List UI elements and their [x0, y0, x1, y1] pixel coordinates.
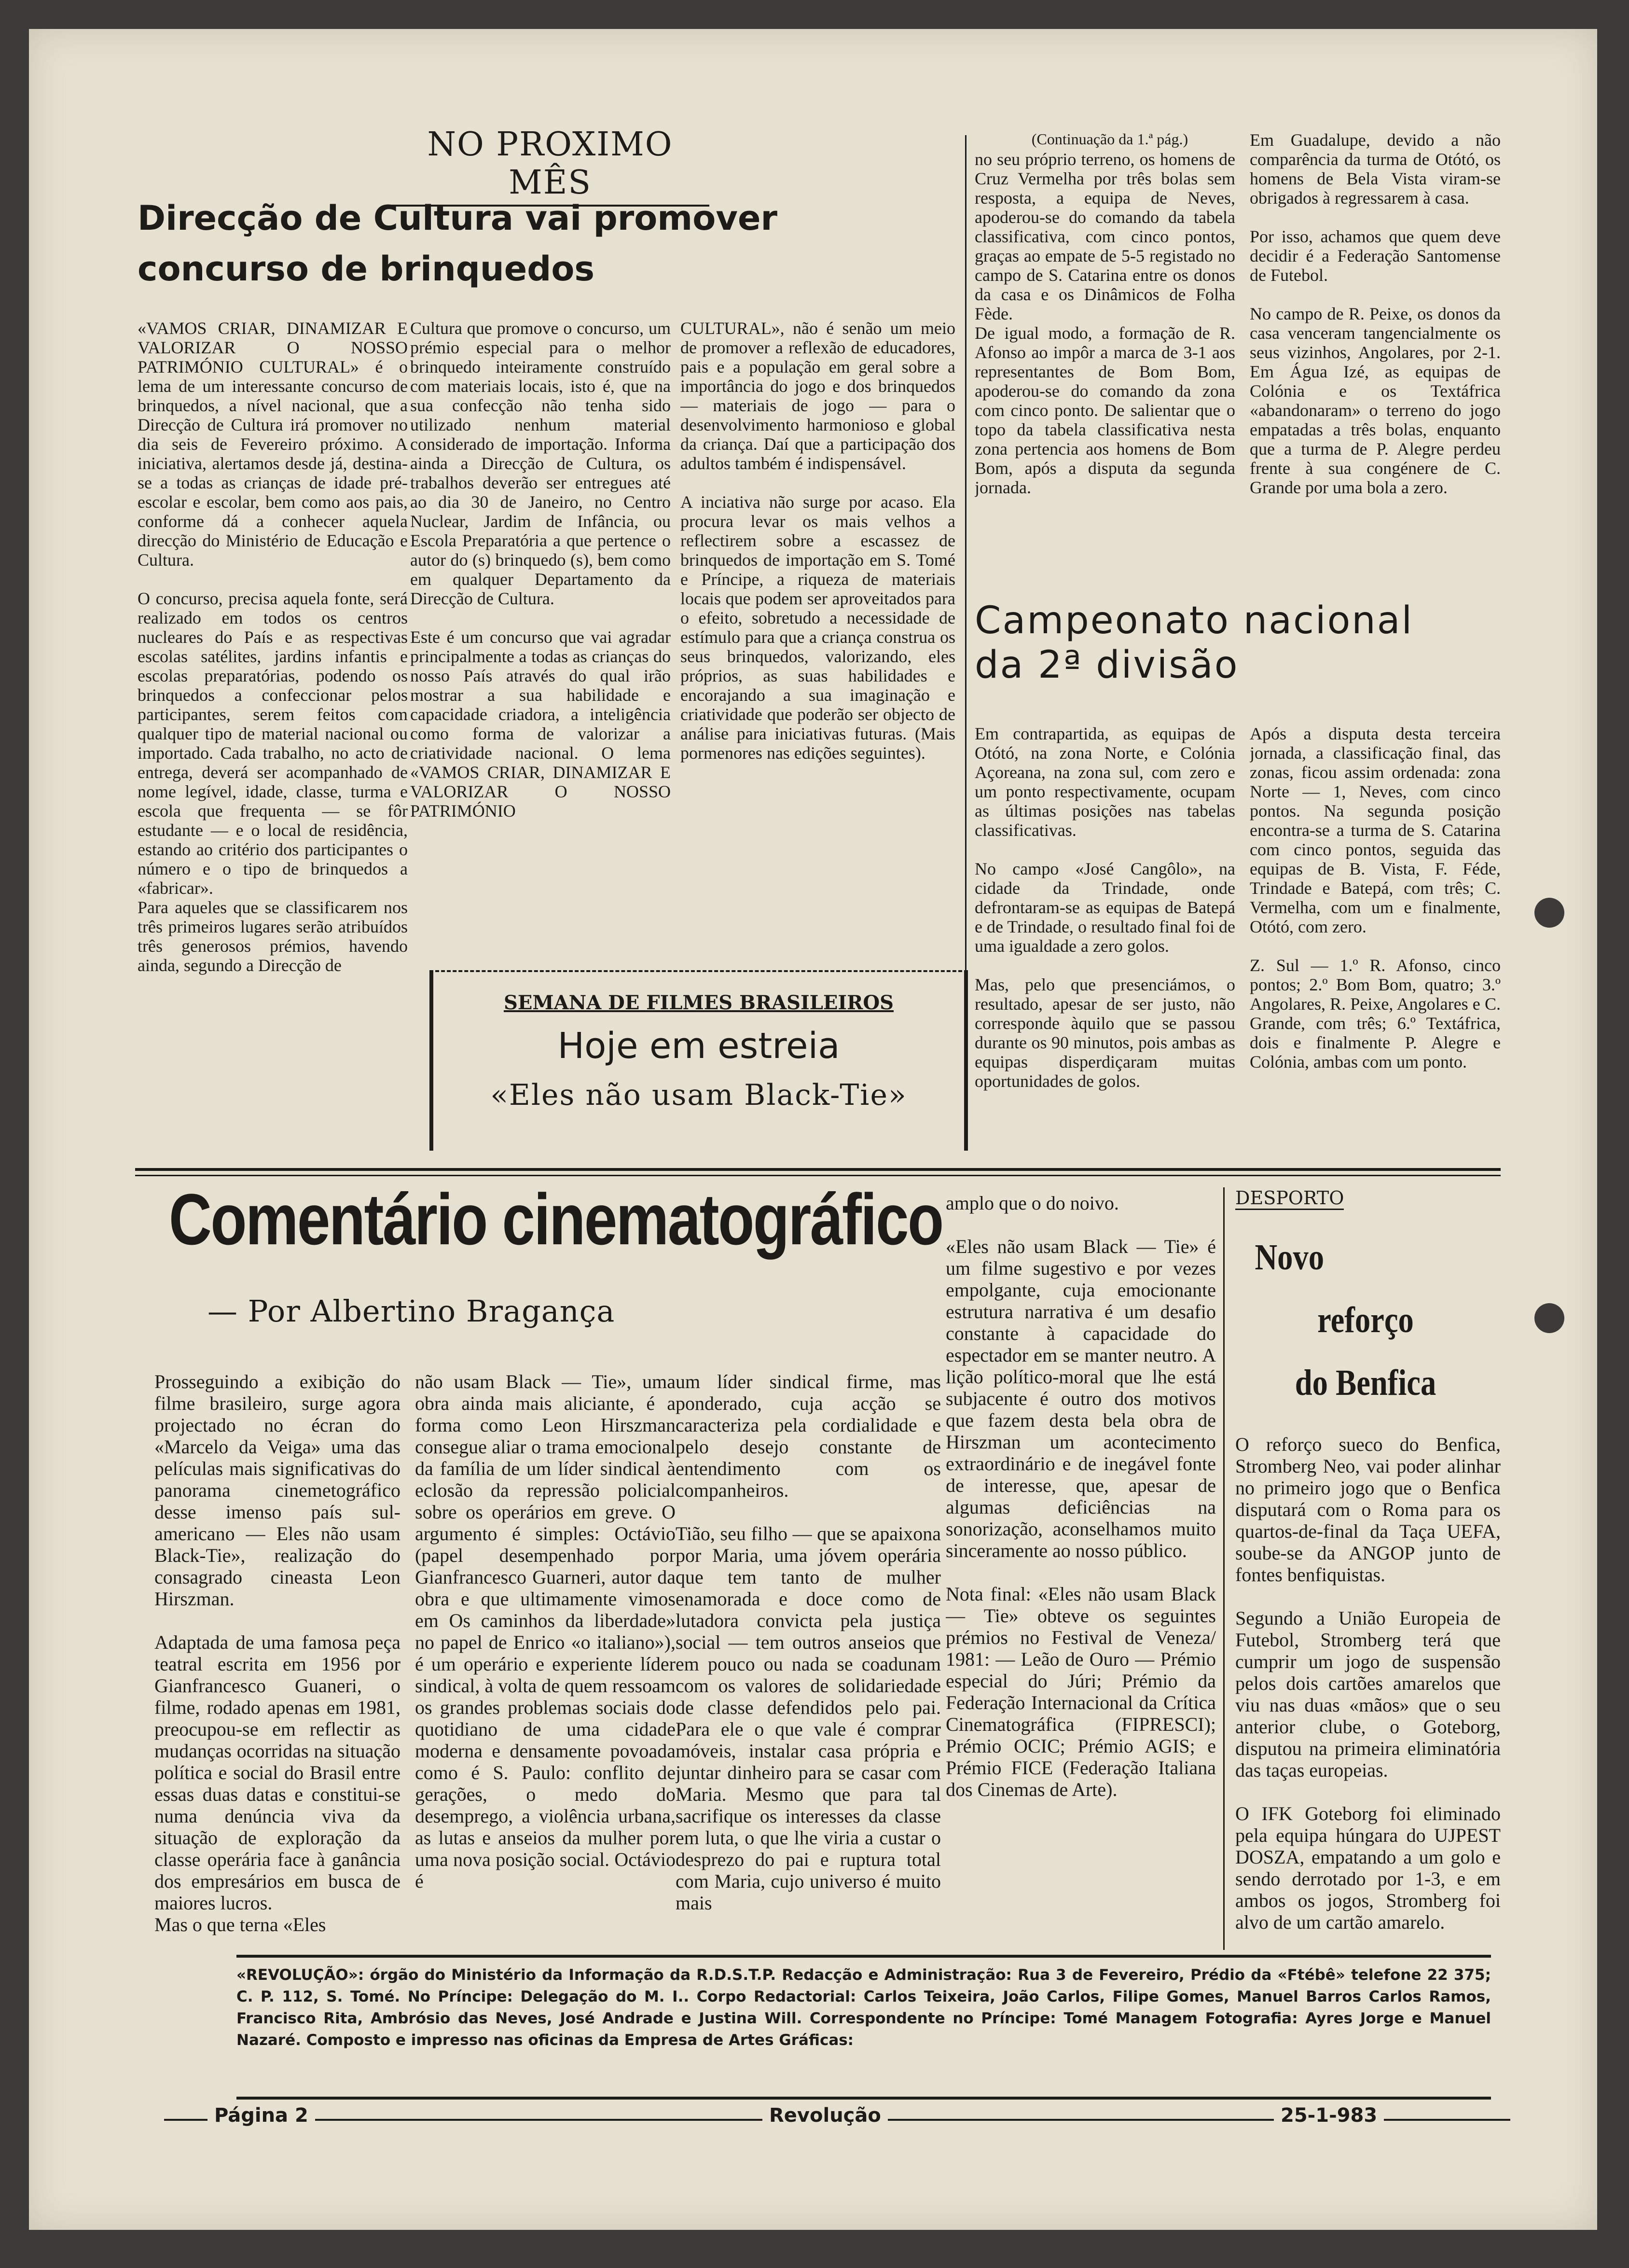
- article-column: não usam Black — Tie», uma obra ainda mais aliciante, é a forma como Leon Hirszman consegue aliar o trama emocional da família de um líder sindical à eclosão da repressão policial sobre os operários em greve. O argumento é simples: Octávio (papel desempenhado por Gianfrancesco Guarneri, autor da obra e que ultimamente vimos em Os caminhos da liberdade» no papel de Enrico «o italiano»), é um operário e experiente líder sindical, à volta de quem ressoam os grandes problemas sociais do quotidiano de uma cidade moderna e densamente povoada como é S. Paulo: conflito de gerações, o medo do desemprego, a violência urbana, as lutas e anseios da mulher por uma nova posição social. Octávio é: [415, 1371, 676, 1892]
- headline-line: Campeonato nacional: [975, 599, 1414, 642]
- cinema-byline: — Por Albertino Bragança: [207, 1294, 615, 1329]
- column-divider: [1223, 1187, 1225, 1950]
- article-column: CULTURAL», não é senão um meio de promover a reflexão de educadores, pais e a população em geral sobre a importância do jogo e dos brinquedos — materiais de jogo — para o desenvolvimento harmonioso e global da criança. Daí que a participação dos adultos também é indispensável. A inciativa não surge por acaso. Ela procura levar os mais velhos a reflectirem sobre a escassez de brinquedos de importação em S. Tomé e Príncipe, a riqueza de materiais locais que podem ser aproveitados para o efeito, sobretudo a necessidade de estímulo para que a criança construa os seus brinquedos, valorizando, eles próprios, as suas habilidades e encorajando a sua imaginação e criatividade que poderão ser objecto de análise para iniciativas futuras. (Mais pormenores nas edições seguintes).: [680, 319, 955, 763]
- article-column: Em Guadalupe, devido a não comparência da turma de Otótó, os homens de Bela Vista viram-se obrigados à regressarem à casa. Por isso, achamos que quem deve decidir é a Federação Santomense de Futebol. No campo de R. Peixe, os donos da casa venceram tangencialmente os seus vizinhos, Angolares, por 2-1. Em Água Izé, as equipas de Colónia e os Textáfrica «abandonaram» o terreno do jogo empatadas a três bolas, enquanto que a turma de P. Alegre perdeu frente à sua congénere de C. Grande por uma bola a zero.: [1250, 130, 1501, 497]
- paper-name: Revolução: [762, 2104, 888, 2127]
- article-column: O reforço sueco do Benfica, Stromberg Neo, vai poder alinhar no primeiro jogo que o Benfica disputará com o Roma para os quartos-de-final da Taça UEFA, soube-se da ANGOP junto de fontes benfiquistas. Segundo a União Europeia de Futebol, Stromberg terá que cumprir um jogo de suspensão pelos dois cartões amarelos que viu nas duas «mãos» que o seu anterior clube, o Goteborg, disputou na primeira eliminatória das taças europeias. O IFK Goteborg foi eliminado pela equipa húngara do UJPEST DOSZA, empatando a um golo e sendo derrotado por 1-3, e em ambos os jogos, Stromberg foi alvo de um cartão amarelo.: [1235, 1433, 1501, 1933]
- continuation-note: (Continuação da 1.ª pág.): [1031, 130, 1188, 148]
- film-box-film: «Eles não usam Black-Tie»: [490, 1078, 907, 1112]
- article-headline: [138, 193, 958, 294]
- headline-line: Direcção de Cultura vai promover: [138, 198, 777, 238]
- page-footer: [164, 2104, 1510, 2133]
- section-label: [1235, 1187, 1344, 1210]
- article-column: Prosseguindo a exibição do filme brasileiro, surge agora projectado no écran do «Marcelo da Veiga» uma das películas mais significativas do panorama cinemetográfico desse imenso país sul-americano — Eles não usam Black-Tie», realização do consagrado cineasta Leon Hirszman. Adaptada de uma famosa peça teatral escrita em 1956 por Gianfrancesco Guaneri, o filme, rodado apenas em 1981, preocupou-se em reflectir as mudanças ocorridas na situação política e social do Brasil entre essas duas datas e constitui-se numa denúncia viva da situação de exploração da classe operária face à ganância dos empresários em busca de maiores lucros. Mas o que terna «Eles: [154, 1371, 400, 1935]
- sports-headline: [975, 598, 1505, 687]
- article-kicker: NO PROXIMO MÊS: [391, 125, 709, 207]
- article-column: no seu próprio terreno, os homens de Cruz Vermelha por três bolas sem resposta, a equipa de Neves, apoderou-se do comando da tabela classificativa, com cinco pontos, graças ao empate de 5-5 registado no campo de S. Catarina entre os donos da casa e os Dinâmicos de Folha Fède. De igual modo, a formação de R. Afonso ao impôr a marca de 3-1 aos representantes de Bom Bom, apoderou-se do comando da zona com cinco ponto. De salientar que o topo da tabela classificativa nesta zona pertencia aos homens de Bom Bom, após a disputa da segunda jornada.: [975, 150, 1235, 497]
- column-divider: [965, 135, 966, 1149]
- cinema-headline: Comentário cinematográfico: [169, 1179, 943, 1260]
- article-column: Cultura que promove o concurso, um prémio especial para o melhor brinquedo inteiramente construído com materiais locais, isto é, que na sua confecção não tenha sido utilizado nenhum material considerado de importação. Informa ainda a Direcção de Cultura, os trabalhos deverão ser entregues até ao dia 30 de Janeiro, no Centro Nuclear, Jardim de Infância, ou Escola Preparatória a que pertence o autor do (s) brinquedo (s), bem como em qualquer Departamento da Direcção de Cultura. Este é um concurso que vai agradar principalmente a todas as crianças do nosso País através do qual irão mostrar a sua habilidade e capacidade criadora, a inteligência como forma de valorizar a criatividade nacional. O lema «VAMOS CRIAR, DINAMIZAR E VALORIZAR O NOSSO PATRIMÓNIO: [410, 319, 671, 821]
- headline-line: do Benfica: [1295, 1363, 1436, 1403]
- article-column: «VAMOS CRIAR, DINAMIZAR E VALORIZAR O NOSSO PATRIMÓNIO CULTURAL» é o lema de um interessante concurso de brinquedos, a nível nacional, que a Direcção de Cultura irá promover no dia seis de Fevereiro próximo. A iniciativa, alertamos desde já, destina-se a todas as crianças de idade pré-escolar e escolar, bem como aos pais, conforme dá a conhecer aquela direcção do Ministério de Educação e Cultura. O concurso, precisa aquela fonte, será realizado em todos os centros nucleares do País e as respectivas escolas satélites, jardins infantis e escolas preparatórias, podendo os brinquedos a confeccionar pelos participantes, serem feitos com qualquer tipo de material nacional ou importado. Cada trabalho, no acto de entrega, deverá ser acompanhado de nome legível, idade, classe, turma e escola que frequenta — se fôr estudante — e o local de residência, estando ao critério dos participantes o número e o tipo de brinquedos a «fabricar». Para aqueles que se classificarem nos três primeiros lugares serão atribuídos três generosos prémios, havendo ainda, segundo a Direcção de: [138, 319, 408, 975]
- film-box-subtitle: Hoje em estreia: [557, 1025, 840, 1067]
- film-box-title: SEMANA DE FILMES BRASILEIROS: [503, 991, 894, 1014]
- section-label-text: DESPORTO: [1235, 1187, 1344, 1210]
- desporto-headline: [1230, 1226, 1501, 1414]
- headline-line: reforço: [1317, 1300, 1414, 1340]
- section-divider: [135, 1175, 1501, 1176]
- punch-hole: [1534, 898, 1564, 928]
- section-divider: [135, 1168, 1501, 1171]
- masthead-imprint: «REVOLUÇÃO»: órgão do Ministério da Informação da R.D.S.T.P. Redacção e Administração: Rua 3 de Fevereiro, Prédio da «Ftébê» telefone 22 375; C. P. 112, S. Tomé. No Príncipe: Delegação do M. I.. Corpo Redactorial: Carlos Teixeira, João Carlos, Filipe Gomes, Manuel Barros Carlos Ramos, Francisco Rita, Ambrósio das Neves, José Andrade e Justina Will. Correspondente no Príncipe: Tomé Managem Fotografia: Ayres Jorge e Manuel Nazaré. Composto e impresso nas oficinas da Empresa de Artes Gráficas:: [236, 1955, 1491, 2100]
- article-column: um líder sindical firme, mas ponderado, cuja acção se caracteriza pela cordialidade e pelo desejo constante de entendimento com os companheiros. Tião, seu filho — que se apaixona por Maria, uma jóvem operária que tem tanto de mulher enamorada e doce como de lutadora convicta pela justiça social — tem outros anseios que em pouco ou nada se coadunam com os valores de solidariedade de classe defendidos pelo pai. Para ele o que vale é comprar móveis, instalar casa própria e juntar dinheiro para se casar com Maria. Mesmo que para tal sacrifique os interesses da classe em luta, o que lhe viria a custar o desprezo do pai e ruptura total com Maria, cujo universo é muito mais: [676, 1371, 941, 1914]
- page-number: Página 2: [207, 2104, 315, 2127]
- article-column: Após a disputa desta terceira jornada, a classificação final, das zonas, ficou assim ordenada: zona Norte — 1, Neves, com cinco pontos. Na segunda posição encontra-se a turma de S. Catarina com cinco pontos, seguida das equipas de B. Vista, F. Féde, Trindade e Batepá, com três; C. Vermelha, com um e finalmente, Otótó, com zero. Z. Sul — 1.º R. Afonso, cinco pontos; 2.º Bom Bom, quatro; 3.º Angolares, R. Peixe, Angolares e C. Grande, com três; 6.º Textáfrica, dois e finalmente P. Alegre e Colónia, ambas com um ponto.: [1250, 724, 1501, 1071]
- article-column: amplo que o do noivo. «Eles não usam Black — Tie» é um filme sugestivo e por vezes empolgante, cuja emocionante estrutura narrativa é um desafio constante à capacidade do espectador em se manter neutro. A lição político-moral que lhe está subjacente é outro dos motivos que fazem desta bela obra de Hirszman um acontecimento extraordinário e de inegável fonte de interesse, que, apesar de algumas deficiências na sonorização, aconselhamos muito sinceramente ao nosso público. Nota final: «Eles não usam Black — Tie» obteve os seguintes prémios no Festival de Veneza/ 1981: — Leão de Ouro — Prémio especial do Júri; Prémio da Federação Internacional da Crítica Cinematográfica (FIPRESCI); Prémio OCIC; Prémio AGIS; e Prémio FICE (Federação Italiana dos Cinemas de Arte).: [946, 1192, 1216, 1800]
- headline-line: Novo: [1255, 1237, 1325, 1278]
- punch-hole: [1534, 1303, 1564, 1333]
- article-column: Em contrapartida, as equipas de Otótó, na zona Norte, e Colónia Açoreana, na zona sul, com zero e um ponto respectivamente, ocupam as últimas posições nas tabelas classificativas. No campo «José Cangôlo», na cidade da Trindade, onde defrontaram-se as equipas de Batepá e de Trindade, o resultado final foi de uma igualdade a zero golos. Mas, pelo que presenciámos, o resultado, apesar de ser justo, não corresponde àquilo que se passou durante os 90 minutos, pois ambas as equipas disperdiçaram muitas oportunidades de golos.: [975, 724, 1235, 1091]
- film-announcement-box: [429, 970, 968, 1151]
- headline-line: da 2ª divisão: [975, 643, 1239, 687]
- newspaper-page: [29, 29, 1597, 2230]
- issue-date: 25-1-983: [1274, 2104, 1384, 2127]
- headline-line: concurso de brinquedos: [138, 249, 595, 289]
